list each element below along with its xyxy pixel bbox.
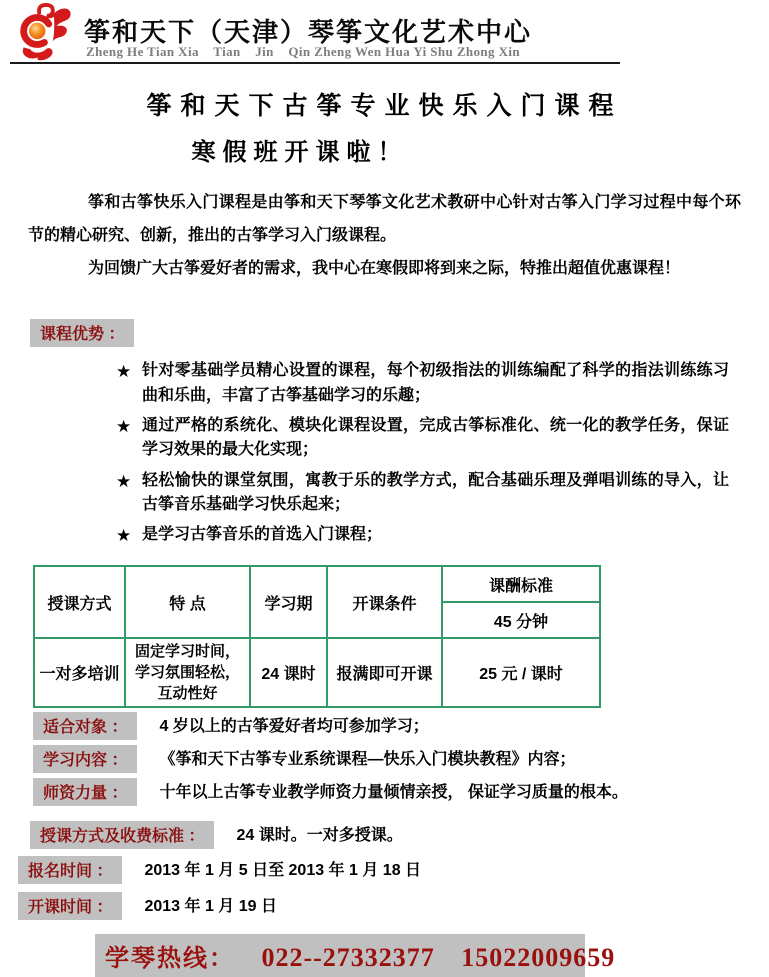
list-item (116, 414, 729, 463)
column-header-fee: 课酬标准 (442, 566, 600, 602)
star-icon: ★ (116, 526, 132, 546)
course-fee-table (33, 565, 601, 708)
section-label: 适合对象 ： (33, 712, 137, 740)
advantages-list (116, 359, 729, 549)
star-icon: ★ (116, 362, 132, 382)
course-subtitle: 寒假班开课啦！ (191, 139, 409, 166)
section-content: 2013 年 1 月 19 日 (144, 898, 277, 916)
list-item (116, 359, 729, 408)
section-label: 师资力量 ： (33, 778, 137, 806)
header-divider (10, 62, 620, 64)
section-target-audience (33, 712, 769, 741)
column-header: 学习期 (250, 566, 327, 638)
hotline-banner (95, 934, 616, 977)
advantage-text: 是学习古筝音乐的首选入门课程； (142, 526, 383, 544)
section-registration-time (18, 856, 769, 886)
features-cell: 固定学习时间，学习氛围轻松，互动性好 (125, 638, 250, 707)
list-item (116, 469, 729, 518)
table-row (34, 638, 600, 707)
section-start-time (18, 892, 769, 922)
advantages-label: 课程优势 ： (30, 319, 134, 347)
advantage-text: 通过严格的系统化、模块化课程设置，完成古筝标准化、统一化的教学任务，保证学习效果的最大化实现； (142, 417, 729, 459)
org-name: 筝和天下（天津）琴筝文化艺术中心 (84, 17, 533, 47)
section-mode-and-fee (30, 821, 769, 850)
section-study-content (33, 745, 769, 774)
org-name-pinyin: Zheng He Tian Xia Tian Jin Qin Zheng Wen Hua Yi Shu Zhong Xin (86, 44, 521, 59)
column-header: 授课方式 (34, 566, 125, 638)
section-content: 24 课时。一对多授课。 (236, 827, 403, 845)
hotline-phone-2: 15022009659 (461, 943, 616, 973)
column-header: 特 点 (125, 566, 250, 638)
hotline-label: 学琴热线： (105, 945, 235, 973)
advantage-text: 轻松愉快的课堂氛围，寓教于乐的教学方式，配合基础乐理及弹唱训练的导入，让古筝音乐基础学习快乐起来； (142, 471, 729, 513)
phoenix-logo-icon (12, 2, 74, 60)
section-content: 2013 年 1 月 5 日至 2013 年 1 月 18 日 (144, 862, 422, 880)
section-content: 《筝和天下古筝专业系统课程—快乐入门模块教程》内容； (159, 751, 576, 769)
section-content: 十年以上古筝专业教学师资力量倾情亲授， 保证学习质量的根本。 (159, 784, 628, 802)
teaching-mode-cell: 一对多培训 (34, 638, 125, 707)
advantages-header (30, 319, 769, 347)
start-condition-cell: 报满即可开课 (327, 638, 442, 707)
column-header: 开课条件 (327, 566, 442, 638)
section-content: 4 岁以上的古筝爱好者均可参加学习； (159, 718, 429, 736)
section-label: 报名时间 ： (18, 856, 122, 884)
list-item (116, 523, 729, 549)
section-label: 授课方式及收费标准 ： (30, 821, 214, 849)
star-icon: ★ (116, 471, 132, 491)
intro-section (28, 187, 741, 285)
advantage-text: 针对零基础学员精心设置的课程，每个初级指法的训练编配了科学的指法训练练习曲和乐曲，丰富了古筝基础学习的乐趣； (142, 362, 729, 404)
star-icon: ★ (116, 417, 132, 437)
section-faculty (33, 778, 769, 807)
course-title: 筝和天下古筝专业快乐入门课程 (146, 92, 623, 120)
header (0, 0, 769, 64)
intro-paragraph-2: 为回馈广大古筝爱好者的需求，我中心在寒假即将到来之际，特推出超值优惠课程！ (88, 259, 681, 277)
hotline-phone-1: 022--27332377 (261, 943, 435, 973)
study-period-cell: 24 课时 (250, 638, 327, 707)
table-header-row (34, 566, 600, 602)
section-label: 开课时间 ： (18, 892, 122, 920)
intro-paragraph-1: 筝和古筝快乐入门课程是由筝和天下琴筝文化艺术教研中心针对古筝入门学习过程中每个环节的精心研究、创新，推出的古筝学习入门级课程。 (28, 194, 741, 244)
section-label: 学习内容 ： (33, 745, 137, 773)
fee-cell: 25 元 / 课时 (442, 638, 600, 707)
fee-duration-cell: 45 分钟 (442, 602, 600, 638)
